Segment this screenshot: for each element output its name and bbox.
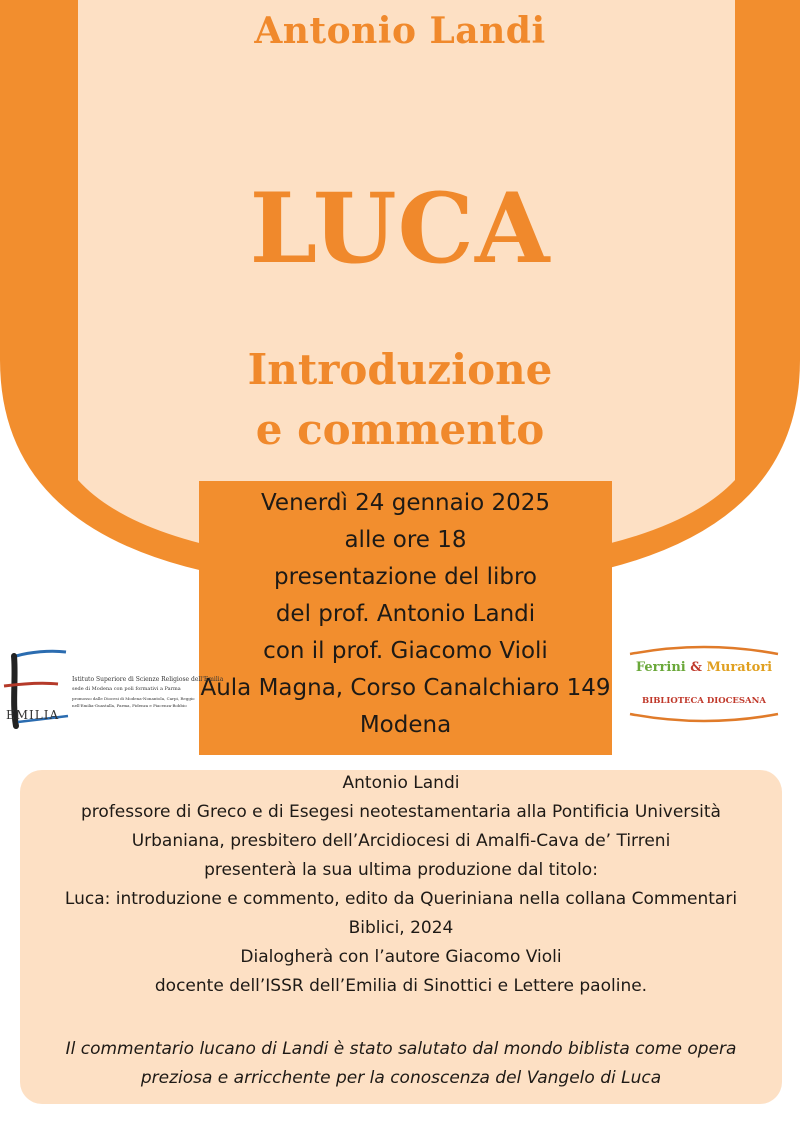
event-description: presentazione del libro xyxy=(274,564,537,590)
issr-emblem-icon xyxy=(0,648,70,740)
issr-line4: nell'Emilia-Guastalla, Parma, Fidenza e Piacenza-Bobbio xyxy=(72,703,187,708)
logo-arc-decoration xyxy=(624,640,784,728)
logo-brand-ferrini: Ferrini xyxy=(635,660,686,675)
issr-line3: promosso dalle Diocesi di Modena-Nonantola, Carpi, Reggio xyxy=(72,696,195,701)
bio-author-name: Antonio Landi xyxy=(342,773,460,793)
bio-line: Dialogherà con l’autore Giacomo Violi xyxy=(240,947,562,967)
bio-line: professore di Greco e di Esegesi neotestamentaria alla Pontificia Università xyxy=(81,802,721,822)
bio-quote-line: preziosa e arricchente per la conoscenza del Vangelo di Luca xyxy=(140,1068,662,1088)
logo-brand-muratori: Muratori xyxy=(706,660,773,675)
event-venue: Aula Magna, Corso Canalchiaro 149 xyxy=(200,675,611,701)
logo-brand xyxy=(624,660,784,675)
issr-emblem-label: EMILIA xyxy=(6,708,60,722)
event-city: Modena xyxy=(359,712,452,738)
event-author: del prof. Antonio Landi xyxy=(275,601,536,627)
biblioteca-diocesana-logo xyxy=(624,640,784,728)
event-date: Venerdì 24 gennaio 2025 xyxy=(260,490,551,516)
cover-subtitle-line2: e commento xyxy=(255,405,545,454)
bio-line: Biblici, 2024 xyxy=(348,918,454,938)
issr-line2: sede di Modena con poli formativi a Parma xyxy=(72,686,181,692)
bio-quote-line: Il commentario lucano di Landi è stato salutato dal mondo biblista come opera xyxy=(65,1039,737,1059)
bio-line: docente dell’ISSR dell’Emilia di Sinottici e Lettere paoline. xyxy=(154,976,648,996)
bio-line: Luca: introduzione e commento, edito da Queriniana nella collana Commentari xyxy=(64,889,738,909)
cover-title: LUCA xyxy=(249,172,551,285)
logo-brand-amp: & xyxy=(690,660,702,675)
cover-author: Antonio Landi xyxy=(254,10,546,52)
issr-name: Istituto Superiore di Scienze Religiose dell'Emilia xyxy=(72,676,224,683)
event-time: alle ore 18 xyxy=(344,527,467,553)
logo-subtitle: BIBLIOTECA DIOCESANA xyxy=(642,696,766,706)
event-guest: con il prof. Giacomo Violi xyxy=(263,638,548,664)
bio-line: Urbaniana, presbitero dell’Arcidiocesi di Amalfi-Cava de’ Tirreni xyxy=(131,831,671,851)
issr-emilia-logo xyxy=(0,648,224,740)
cover-subtitle-line1: Introduzione xyxy=(247,345,553,394)
bio-line: presenterà la sua ultima produzione dal titolo: xyxy=(204,860,598,880)
